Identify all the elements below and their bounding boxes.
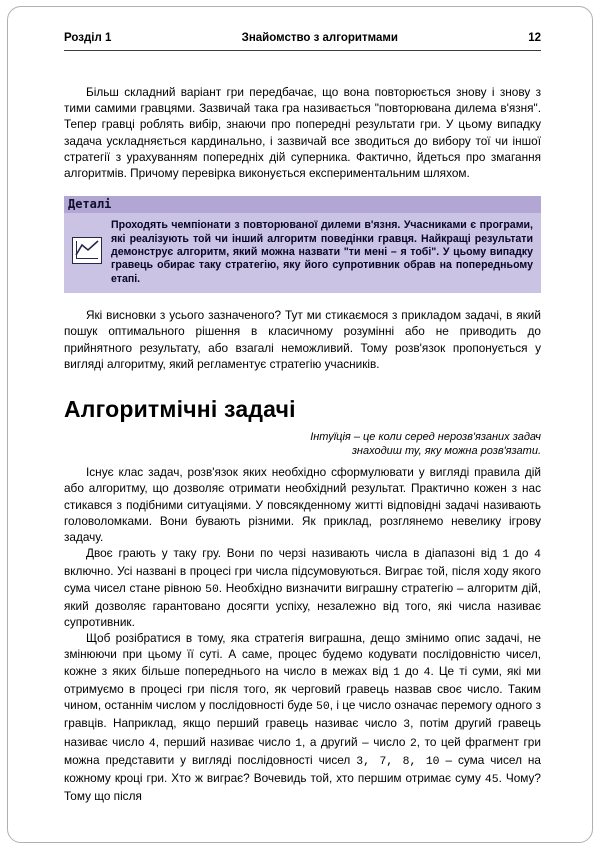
inline-number: 1 xyxy=(502,549,510,562)
details-box xyxy=(64,213,541,293)
header-page-number: 12 xyxy=(528,32,541,44)
section-title: Алгоритмічні задачі xyxy=(64,396,296,423)
header-chapter: Розділ 1 xyxy=(64,32,112,44)
chart-icon xyxy=(72,237,102,269)
inline-number: 4 xyxy=(148,737,156,750)
inline-number: 3, 7, 8, 10 xyxy=(356,755,440,768)
inline-number: 1 xyxy=(393,666,400,679)
inline-number: 2 xyxy=(409,737,417,750)
paragraph-game-rules: Двоє грають у таку гру. Вони по черзі називають числа в діапазоні від 1 до 4 включно. Усі названі в процесі гри числа підсумовуються. Виграє той, після ходу якого сума чисел стане рівною 50. Необхідно визначити виграшну стратегію – алгоритм дій, який дозволяє гарантовано досягти успіху, незалежно від того, які числа називає супротивник. xyxy=(64,546,542,630)
header-title: Знайомство з алгоритмами xyxy=(241,32,398,44)
inline-number: 3 xyxy=(403,719,411,732)
inline-number: 4 xyxy=(423,666,431,679)
details-label: Деталі xyxy=(64,196,541,213)
paragraph-conclusions: Які висновки з усього зазначеного? Тут ми стикаємося з прикладом задачі, в який пошук оптимального рішення в класичному розумінні або не приводить до прийнятного результату, або взагалі неможливий. Тому розв'язок пропонується у вигляді алгоритму, який регламентує стратегію учасників. xyxy=(64,308,541,371)
details-text: Проходять чемпіонати з повторюваної дилеми в'язня. Учасниками є програми, які реалізують той чи інший алгоритм поведінки гравця. Найкращі результати демонструє алгоритм, який можна назвати "ти мені – я тобі". У цьому випадку гравець обирає таку стратегію, яку його супротивник обрав на попередньому етапі. xyxy=(111,219,533,285)
inline-number: 4 xyxy=(534,549,542,562)
page-header xyxy=(64,32,541,50)
inline-number: 1 xyxy=(295,737,303,750)
paragraph-strategy: Щоб розібратися в тому, яка стратегія виграшна, дещо змінимо опис задачі, не змінюючи при цьому її суті. А саме, процес будемо кодувати послідовністю чисел, кожне з яких більше попереднього на число в межах від 1 до 4. Це ті суми, які ми отримуємо в процесі гри після того, як черговий гравець назвав своє число. Таким чином, останнім числом у послідовності буде 50, і це число означає перемогу одного з гравців. Наприклад, якщо перший гравець називає число 3, потім другий гравець називає число 4, перший називає число 1, а другий – число 2, то цей фрагмент гри можна представити у вигляді послідовності чисел 3, 7, 8, 10 – сума чисел на кожному кроці гри. Хто ж виграє? Вочевидь той, хто першим отримає суму 45. Чому? Тому що після xyxy=(64,631,541,804)
page-content xyxy=(64,32,541,804)
paragraph-task-class: Існує клас задач, розв'язок яких необхідно сформулювати у вигляді правила дій або алгоритму, що дозволяє отримати необхідний результат. Практично кожен з нас стикався з подібними ситуаціями. У повсякденному житті відповідні задачі називають головоломками. Вони бувають різними. Як приклад, розглянемо невелику ігрову задачу. xyxy=(64,465,541,545)
paragraph-repeated-dilemma: Більш складний варіант гри передбачає, що вона повторюється знову і знову з тими самими гравцями. Зазвичай така гра називається "повторювана дилема в'язня". Тепер гравці роблять вибір, знаючи про попередні результати гри. У цьому випадку задача ускладняється кардинально, і зазвичай все зводиться до вибору тої чи іншої стратегії з урахуванням попередніх дій суперника. Фактично, йдеться про змагання алгоритмів. Причому перевірка виконується експериментальним шляхом. xyxy=(64,85,541,181)
inline-number: 45 xyxy=(484,773,499,786)
epigraph: Інтуїція – це коли серед нерозв'язаних задач знаходиш ту, яку можна розв'язати. xyxy=(310,431,541,457)
header-rule xyxy=(64,50,541,51)
inline-number: 50 xyxy=(205,583,219,596)
inline-number: 50 xyxy=(316,701,330,714)
